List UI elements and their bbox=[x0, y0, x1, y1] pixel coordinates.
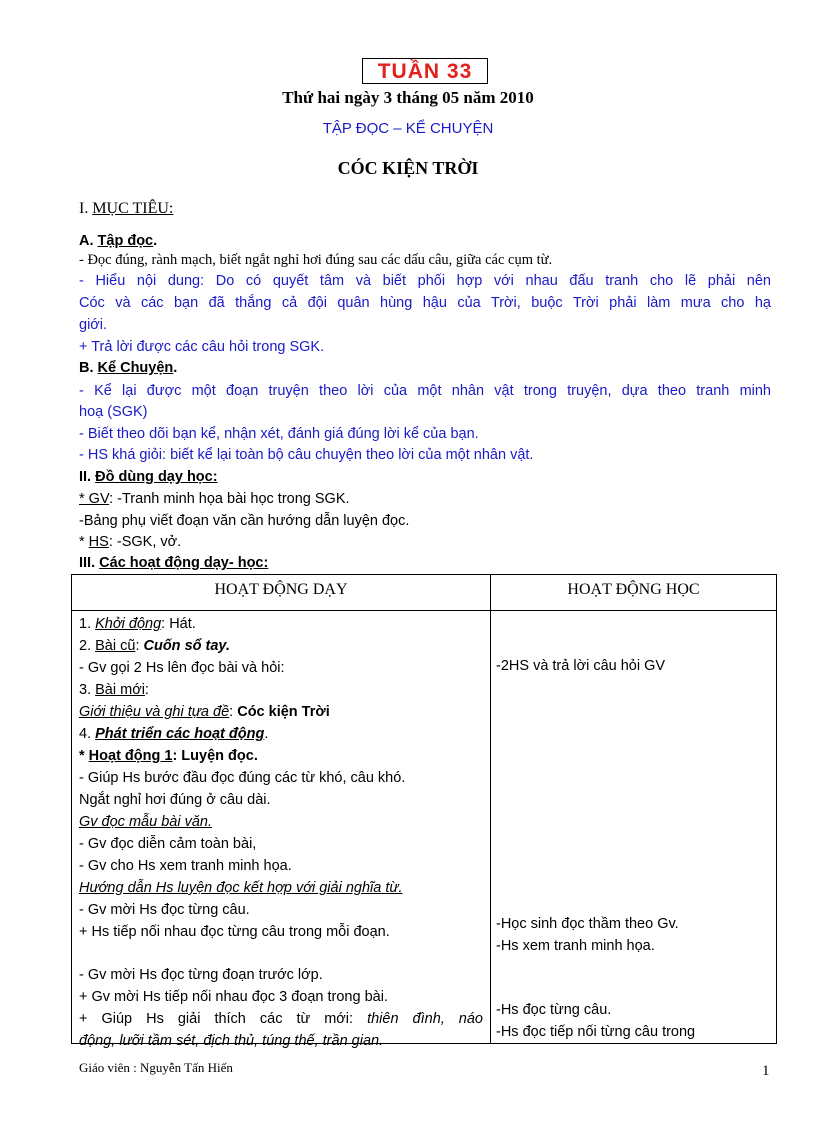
table-header-learning: HOẠT ĐỘNG HỌC bbox=[567, 581, 700, 598]
materials-hs-prefix: * bbox=[79, 534, 89, 550]
right-line-5: -Hs đọc tiếp nối từng câu trong bbox=[496, 1024, 696, 1040]
right-line-1: -2HS và trả lời câu hỏi GV bbox=[496, 658, 666, 674]
materials-line-2: -Bảng phụ viết đoạn văn cần hướng dẫn luyện đọc. bbox=[79, 513, 410, 529]
left-line-5: Giới thiệu và ghi tựa đề: Cóc kiện Trời bbox=[79, 704, 330, 720]
left-line-18: + Giúp Hs giải thích các từ mới: thiên đình, náo bbox=[79, 1011, 483, 1027]
left-line-13: Hướng dẫn Hs luyện đọc kết hợp với giải nghĩa từ. bbox=[79, 880, 403, 896]
left-line-16: - Gv mời Hs đọc từng đoạn trước lớp. bbox=[79, 967, 323, 983]
activities-heading bbox=[79, 555, 268, 571]
storytelling-heading-text: Kể Chuyện bbox=[97, 360, 174, 376]
materials-gv-text: : -Tranh minh họa bài học trong SGK. bbox=[109, 491, 350, 507]
left-line-9: Ngắt nghỉ hơi đúng ở câu dài. bbox=[79, 792, 271, 808]
reading-line-1: - Đọc đúng, rành mạch, biết ngắt nghỉ hơi đúng sau các dấu câu, giữa các cụm từ. bbox=[79, 252, 553, 268]
reading-heading-text: Tập đọc bbox=[97, 233, 154, 249]
materials-hs-text: : -SGK, vở. bbox=[108, 534, 182, 550]
left-line-3: - Gv gọi 2 Hs lên đọc bài và hỏi: bbox=[79, 660, 285, 676]
left-line-19: động, lưỡi tầm sét, địch thủ, túng thế, trần gian. bbox=[79, 1033, 384, 1049]
reading-line-5: + Trả lời được các câu hỏi trong SGK. bbox=[79, 339, 325, 355]
storytelling-line-1: - Kể lại được một đoạn truyện theo lời của một nhân vật trong truyện, dựa theo tranh minh bbox=[79, 383, 771, 399]
materials-gv-label: * GV bbox=[79, 491, 110, 507]
left-line-15: + Hs tiếp nối nhau đọc từng câu trong mỗi đoạn. bbox=[79, 924, 390, 940]
left-line-12: - Gv cho Hs xem tranh minh họa. bbox=[79, 858, 292, 874]
week-label: TUẦN 33 bbox=[362, 58, 488, 84]
storytelling-line-4: - HS khá giỏi: biết kể lại toàn bộ câu chuyện theo lời của một nhân vật. bbox=[79, 447, 534, 463]
table-header-divider bbox=[72, 610, 776, 611]
page-number: 1 bbox=[762, 1063, 770, 1079]
materials-heading-num: II. bbox=[79, 469, 96, 485]
left-line-2: 2. Bài cũ: Cuốn sổ tay. bbox=[79, 638, 230, 654]
lesson-date: Thứ hai ngày 3 tháng 05 năm 2010 bbox=[282, 88, 534, 107]
left-line-4: 3. Bài mới: bbox=[79, 682, 149, 698]
activities-heading-text: Các hoạt động dạy- học: bbox=[99, 555, 269, 571]
objectives-heading bbox=[79, 200, 173, 218]
left-line-11: - Gv đọc diễn cảm toàn bài, bbox=[79, 836, 257, 852]
left-line-7: * Hoạt động 1: Luyện đọc. bbox=[79, 748, 258, 764]
right-line-4: -Hs đọc từng câu. bbox=[496, 1002, 612, 1018]
activities-heading-num: III. bbox=[79, 555, 100, 571]
lesson-title: CÓC KIỆN TRỜI bbox=[337, 158, 479, 178]
storytelling-line-2: hoạ (SGK) bbox=[79, 404, 148, 420]
materials-hs bbox=[79, 534, 181, 550]
left-line-6: 4. Phát triển các hoạt động. bbox=[79, 726, 269, 742]
left-line-1: 1. Khởi động: Hát. bbox=[79, 616, 196, 632]
left-line-10: Gv đọc mẫu bài văn. bbox=[79, 814, 212, 830]
reading-line-4: giới. bbox=[79, 317, 108, 333]
objectives-heading-num: I. bbox=[79, 200, 93, 217]
storytelling-heading: B. Kể Chuyện. bbox=[79, 360, 178, 376]
storytelling-heading-prefix: B. bbox=[79, 360, 98, 376]
materials-hs-label: HS bbox=[88, 534, 109, 550]
materials-heading bbox=[79, 469, 218, 485]
left-line-17: + Gv mời Hs tiếp nối nhau đọc 3 đoạn trong bài. bbox=[79, 989, 388, 1005]
materials-heading-text: Đồ dùng dạy học: bbox=[95, 469, 218, 485]
reading-heading: A. Tập đọc. bbox=[79, 233, 158, 249]
table-column-divider bbox=[490, 575, 491, 1043]
lesson-subject: TẬP ĐỌC – KỂ CHUYỆN bbox=[322, 120, 494, 137]
objectives-heading-text: MỤC TIÊU: bbox=[92, 200, 174, 217]
reading-line-2: - Hiểu nội dung: Do có quyết tâm và biết phối hợp với nhau đấu tranh cho lẽ phải nên bbox=[79, 273, 771, 289]
left-line-14: - Gv mời Hs đọc từng câu. bbox=[79, 902, 250, 918]
teacher-name: Giáo viên : Nguyễn Tấn Hiến bbox=[79, 1060, 233, 1075]
right-line-2: -Học sinh đọc thầm theo Gv. bbox=[496, 916, 679, 932]
storytelling-line-3: - Biết theo dõi bạn kể, nhận xét, đánh giá đúng lời kể của bạn. bbox=[79, 426, 479, 442]
table-header-teaching: HOẠT ĐỘNG DẠY bbox=[214, 581, 348, 598]
reading-heading-prefix: A. bbox=[79, 233, 98, 249]
right-line-3: -Hs xem tranh minh họa. bbox=[496, 938, 655, 954]
left-line-8: - Giúp Hs bước đầu đọc đúng các từ khó, câu khó. bbox=[79, 770, 406, 786]
reading-line-3: Cóc và các bạn đã thắng cả đội quân hùng hậu của Trời, buộc Trời phải làm mưa cho hạ bbox=[79, 295, 771, 311]
activities-table bbox=[71, 574, 777, 1049]
materials-gv bbox=[79, 491, 350, 507]
